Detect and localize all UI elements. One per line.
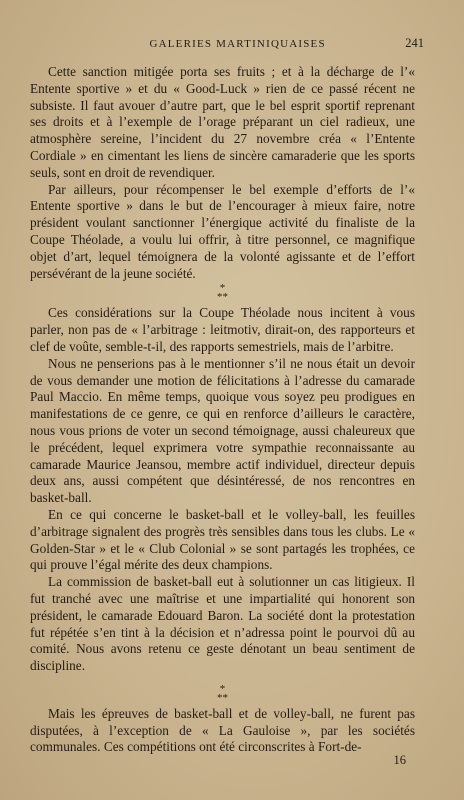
- paragraph: Nous ne penserions pas à le mentionner s’il ne nous était un devoir de vous demander une motion de félicitations à l’adresse du camarade Paul Maccio. En même temps, quoique vous soyez peu prodigues en manifestations de ce genre, ce qui en renforce d’ailleurs le caractère, nous vous prions de voter un second témoignage, aussi chaleureux que le précédent, lequel exprimera votre sympathie reconnaissante au camarade Maurice Jeansou, membre actif individuel, directeur depuis deux ans, aussi compétent que désintéressé, de nos rencontres en basket-ball.: [30, 355, 415, 506]
- paragraph: Cette sanction mitigée porta ses fruits ; et à la décharge de l’« Entente sportive » et du « Good-Luck » rien de ce passé récent ne subsiste. Il faut avouer d’autre part, que le bel esprit sportif reprenant ses droits et à l’exemple de l’orage préparant un ciel radieux, une atmosphère sereine, l’incident du 27 novembre créa « l’Entente Cordiale » en cimentant les liens de sincère camaraderie que les sports seuls, sont en droit de revendiquer.: [30, 64, 415, 180]
- section-separator: [30, 284, 415, 302]
- separator-bottom: **: [217, 691, 228, 704]
- page-number: 241: [405, 36, 424, 50]
- section-separator: [30, 682, 415, 704]
- paragraph: Ces considérations sur la Coupe Théolade nous incitent à vous parler, non pas de « l’arbitrage : leitmotiv, dirait-on, des rapporteurs et clef de voûte, semble-t-il, des rapports semestriels, mais de l’arbitre.: [30, 305, 415, 354]
- running-title: GALERIES MARTINIQUAISES: [149, 38, 326, 50]
- separator-bottom: **: [217, 291, 228, 304]
- signature-mark: 16: [393, 753, 406, 767]
- paragraph: En ce qui concerne le basket-ball et le volley-ball, les feuilles d’arbitrage signalent des progrès très sensibles dans tous les clubs. Le « Golden-Star » et le « Club Colonial » se sont partagés les trophées, ce qui prouve l’égal mérite des deux champions.: [30, 506, 415, 573]
- separator-top: *: [219, 682, 226, 695]
- paragraph: Mais les épreuves de basket-ball et de volley-ball, ne furent pas disputées, à l’exception de « La Gauloise », par les sociétés communales. Ces compétitions ont été circonscrites à Fort-de-: [30, 705, 415, 755]
- paragraph: La commission de basket-ball eut à solutionner un cas litigieux. Il fut tranché avec une maîtrise et une impartialité qui honorent son président, le camarade Edouard Baron. La société dont la protestation fut répétée s’en tint à la décision et n’adressa point le pourvoi dû au comité. Nous avons retenu ce geste dénotant un beau sentiment de discipline.: [30, 574, 415, 674]
- body-text: [30, 64, 415, 756]
- running-header: [30, 36, 424, 51]
- paragraph: Par ailleurs, pour récompenser le bel exemple d’efforts de l’« Entente sportive » dans le but de l’encourager à mieux faire, notre président voulant sanctionner l’énergique activité du finaliste de la Coupe Théolade, a voulu lui offrir, à titre personnel, ce magnifique objet d’art, lequel témoignera de la volonté agissante et de l’effort persévérant de la jeune société.: [30, 181, 415, 281]
- separator-top: *: [219, 282, 226, 295]
